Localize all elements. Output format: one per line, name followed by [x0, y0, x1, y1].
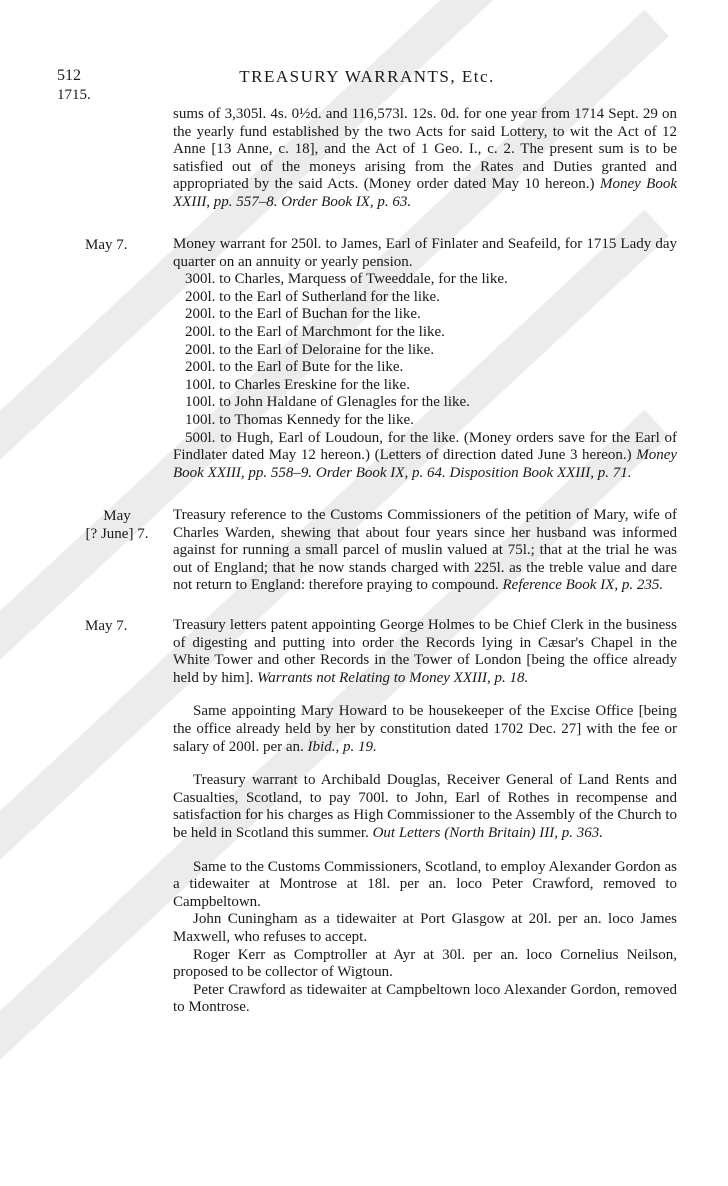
source-reference: Ibid., p. 19. [307, 738, 377, 755]
entry-date: May 7. [85, 618, 128, 634]
paragraph: Treasury warrant to Archibald Douglas, Receiver General of Land Rents and Casualties, Scotland, to pay 700l. to John, Earl of Rothes in recompense and satisfaction for his charges as High Commissioner to the Assembly of the Church to be held in Scotland this summer. Out Letters (North Britain) III, p. 363. [173, 772, 677, 841]
paragraph: 500l. to Hugh, Earl of Loudoun, for the like. (Money orders save for the Earl of Findlater dated May 12 hereon.) (Letters of direction dated June 3 hereon.) Money Book XXIII, pp. 558–9. Order Book IX, p. 64. Disposition Book XXIII, p. 71. [173, 429, 678, 481]
entry-continuation [57, 106, 677, 212]
year-label: 1715. [57, 87, 91, 103]
pension-line: 300l. to Charles, Marquess of Tweeddale, for the like. [185, 271, 508, 288]
entry-appointments [57, 617, 677, 1017]
pension-line: 100l. to John Haldane of Glenagles for the like. [185, 394, 470, 411]
paragraph: Money warrant for 250l. to James, Earl of Finlater and Seafeild, for 1715 Lady day quarter on an annuity or yearly pension. [173, 236, 677, 270]
entry-body [173, 106, 677, 212]
page-number: 512 [57, 67, 81, 84]
entry-date: May 7. [85, 237, 128, 253]
entry-body [173, 617, 677, 1017]
entry-date: May [? June] 7. [85, 508, 149, 542]
pension-line: 100l. to Charles Ereskine for the like. [185, 376, 410, 393]
paragraph: Same to the Customs Commissioners, Scotland, to employ Alexander Gordon as a tidewaiter at Montrose at 18l. per an. loco Peter Crawford, removed to Campbeltown. [173, 858, 677, 910]
paragraph: Treasury letters patent appointing George Holmes to be Chief Clerk in the business of digesting and putting into order the Records lying in Cæsar's Chapel in the White Tower and other Records in the Tower of London [being the office already held by him]. Warrants not Relating to Money XXIII, p. 18. [173, 617, 677, 686]
pension-line: 100l. to Thomas Kennedy for the like. [185, 411, 414, 428]
source-reference: Money Book XXIII, pp. 557–8. Order Book IX, p. 63. [173, 176, 677, 210]
source-reference: Out Letters (North Britain) III, p. 363. [372, 824, 603, 841]
paragraph: John Cuningham as a tidewaiter at Port Glasgow at 20l. per an. loco James Maxwell, who refuses to accept. [173, 911, 677, 945]
entry-pensions [57, 236, 677, 482]
source-reference: Warrants not Relating to Money XXIII, p. 18. [257, 669, 529, 686]
paragraph: sums of 3,305l. 4s. 0½d. and 116,573l. 12s. 0d. for one year from 1714 Sept. 29 on the yearly fund established by the two Acts for said Lottery, to wit the Act of 12 Anne [13 Anne, c. 18], and the Act of 1 Geo. I., c. 2. The present sum is to be satisfied out of the moneys arising from the Rates and Duties granted and appropriated by the said Acts. (Money order dated May 10 hereon.) Money Book XXIII, pp. 557–8. Order Book IX, p. 63. [173, 106, 677, 210]
paragraph: Roger Kerr as Comptroller at Ayr at 30l. per an. loco Cornelius Neilson, proposed to be collector of Wigtoun. [173, 946, 677, 981]
pension-line: 200l. to the Earl of Bute for the like. [185, 359, 404, 376]
source-reference: Money Book XXIII, pp. 558–9. Order Book IX, p. 64. Disposition Book XXIII, p. 71. [173, 447, 678, 481]
page-header [57, 67, 677, 87]
entry-petition [57, 507, 677, 595]
entry-body [173, 507, 677, 595]
paragraph: Same appointing Mary Howard to be housekeeper of the Excise Office [being the office already held by her by constitution dated 1702 Dec. 27] with the fee or salary of 200l. per an. Ibid., p. 19. [173, 703, 677, 755]
source-reference: Reference Book IX, p. 235. [502, 577, 664, 594]
pension-line: 200l. to the Earl of Buchan for the like. [185, 306, 421, 323]
entry-body [173, 236, 677, 482]
running-head: TREASURY WARRANTS, Etc. [239, 67, 495, 86]
pension-line: 200l. to the Earl of Sutherland for the like. [185, 288, 440, 305]
pension-line: 200l. to the Earl of Deloraine for the like. [185, 341, 435, 358]
paragraph: Peter Crawford as tidewaiter at Campbeltown loco Alexander Gordon, removed to Montrose. [173, 981, 677, 1016]
pension-line: 200l. to the Earl of Marchmont for the like. [185, 323, 445, 340]
paragraph: Treasury reference to the Customs Commissioners of the petition of Mary, wife of Charles Warden, shewing that about four years since her husband was informed against for running a small parcel of muslin valued at 75l.; that at the trial he was out of England; that he now stands charged with 225l. as the treble value and dare not return to England: therefore praying to compound. Reference Book IX, p. 235. [173, 507, 677, 594]
